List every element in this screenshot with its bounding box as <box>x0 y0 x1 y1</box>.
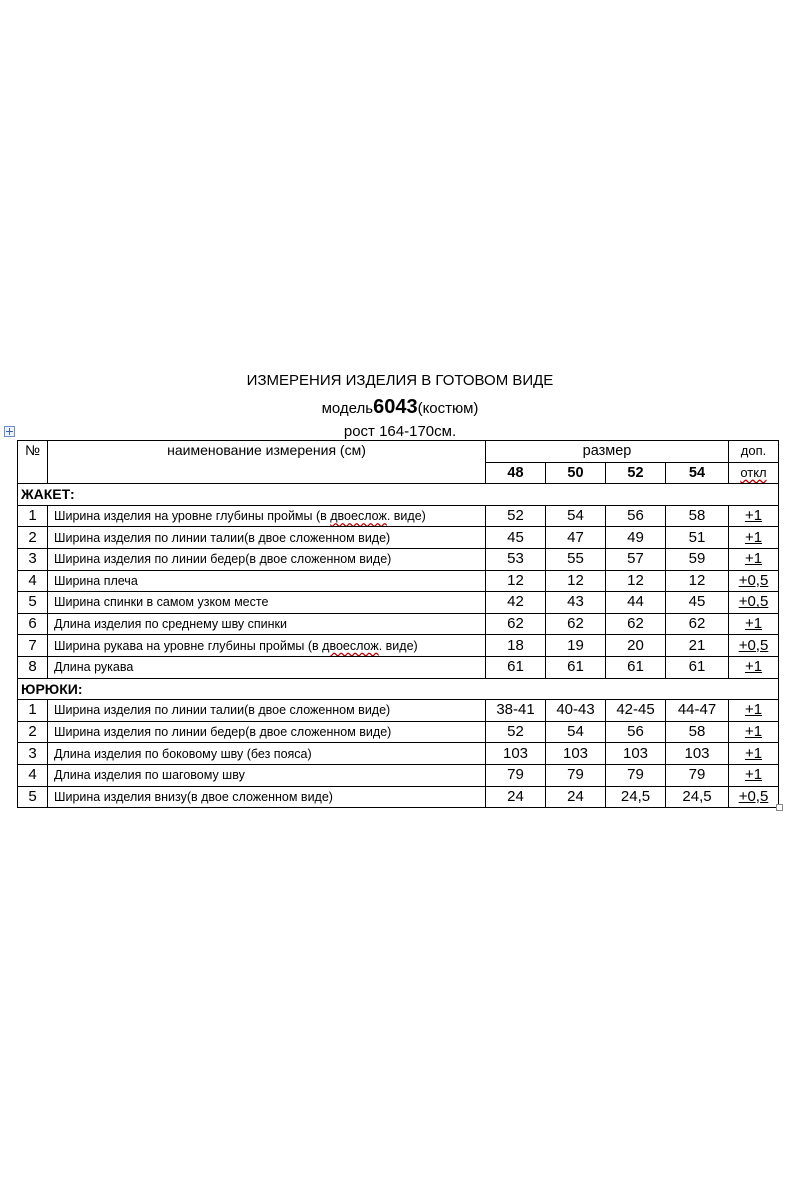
size-value: 103 <box>486 743 546 765</box>
header-measurement-name: наименование измерения (см) <box>48 441 486 484</box>
size-value: 21 <box>666 635 729 657</box>
table-row <box>18 505 779 527</box>
size-value: 12 <box>486 570 546 592</box>
measurement-name: Ширина плеча <box>48 570 486 592</box>
header-size: размер <box>486 441 729 463</box>
size-value: 58 <box>666 505 729 527</box>
header-extra-1: доп. <box>729 441 779 463</box>
size-value: 54 <box>546 505 606 527</box>
size-50: 50 <box>546 462 606 484</box>
size-value: 52 <box>486 721 546 743</box>
tolerance-value: +0,5 <box>729 592 779 614</box>
measurement-name: Длина изделия по среднему шву спинки <box>48 613 486 635</box>
size-value: 79 <box>666 764 729 786</box>
size-value: 24 <box>546 786 606 808</box>
tolerance-value: +1 <box>729 505 779 527</box>
row-number: 5 <box>18 786 48 808</box>
size-value: 24,5 <box>666 786 729 808</box>
row-number: 1 <box>18 505 48 527</box>
size-value: 55 <box>546 548 606 570</box>
row-number: 7 <box>18 635 48 657</box>
tolerance-value: +1 <box>729 527 779 549</box>
size-value: 79 <box>486 764 546 786</box>
size-value: 79 <box>606 764 666 786</box>
model-line <box>0 396 800 419</box>
table-row <box>18 764 779 786</box>
size-54: 54 <box>666 462 729 484</box>
section-title: ЮРЮКИ: <box>18 678 779 700</box>
row-number: 2 <box>18 527 48 549</box>
tolerance-value: +1 <box>729 656 779 678</box>
size-value: 62 <box>606 613 666 635</box>
size-value: 57 <box>606 548 666 570</box>
model-suffix: (костюм) <box>417 400 479 417</box>
model-prefix: модель <box>321 400 374 417</box>
size-value: 38-41 <box>486 700 546 722</box>
measurement-name: Ширина изделия внизу(в двое сложенном виде) <box>48 786 486 808</box>
measurement-name: Ширина изделия по линии бедер(в двое сложенном виде) <box>48 548 486 570</box>
size-value: 62 <box>486 613 546 635</box>
tolerance-value: +1 <box>729 700 779 722</box>
row-number: 5 <box>18 592 48 614</box>
size-value: 52 <box>486 505 546 527</box>
tolerance-value: +1 <box>729 548 779 570</box>
size-value: 51 <box>666 527 729 549</box>
size-value: 62 <box>546 613 606 635</box>
section-title: ЖАКЕТ: <box>18 484 779 506</box>
table-row <box>18 786 779 808</box>
size-value: 42-45 <box>606 700 666 722</box>
table-row <box>18 635 779 657</box>
table-row <box>18 527 779 549</box>
tolerance-value: +0,5 <box>729 786 779 808</box>
header-row-1 <box>18 441 779 463</box>
size-value: 54 <box>546 721 606 743</box>
table-resize-handle[interactable] <box>776 804 783 811</box>
size-value: 62 <box>666 613 729 635</box>
size-value: 103 <box>606 743 666 765</box>
table-row <box>18 700 779 722</box>
row-number: 3 <box>18 743 48 765</box>
table-row <box>18 721 779 743</box>
size-value: 24 <box>486 786 546 808</box>
table-row <box>18 592 779 614</box>
header-extra-2: откл <box>729 462 779 484</box>
tolerance-value: +1 <box>729 721 779 743</box>
measurement-name: Ширина спинки в самом узком месте <box>48 592 486 614</box>
size-value: 12 <box>666 570 729 592</box>
size-value: 44-47 <box>666 700 729 722</box>
measurement-name: Длина изделия по шаговому шву <box>48 764 486 786</box>
row-number: 4 <box>18 570 48 592</box>
size-value: 20 <box>606 635 666 657</box>
model-number: 6043 <box>373 396 418 418</box>
size-value: 53 <box>486 548 546 570</box>
size-value: 61 <box>546 656 606 678</box>
table-row <box>18 570 779 592</box>
size-value: 12 <box>606 570 666 592</box>
size-value: 79 <box>546 764 606 786</box>
size-48: 48 <box>486 462 546 484</box>
measurement-name: Длина рукава <box>48 656 486 678</box>
size-value: 103 <box>546 743 606 765</box>
height-line: рост 164-170см. <box>343 423 457 440</box>
size-value: 43 <box>546 592 606 614</box>
document-title: ИЗМЕРЕНИЯ ИЗДЕЛИЯ В ГОТОВОМ ВИДЕ <box>246 372 554 389</box>
table-row <box>18 743 779 765</box>
size-52: 52 <box>606 462 666 484</box>
skirt-section-header <box>18 678 779 700</box>
row-number: 8 <box>18 656 48 678</box>
tolerance-value: +1 <box>729 743 779 765</box>
size-value: 61 <box>666 656 729 678</box>
row-number: 2 <box>18 721 48 743</box>
size-value: 24,5 <box>606 786 666 808</box>
size-value: 18 <box>486 635 546 657</box>
measurements-table <box>17 440 779 808</box>
measurement-name: Ширина изделия по линии талии(в двое сложенном виде) <box>48 527 486 549</box>
measurement-name: Ширина изделия по линии бедер(в двое сложенном виде) <box>48 721 486 743</box>
table-row <box>18 548 779 570</box>
size-value: 44 <box>606 592 666 614</box>
size-value: 59 <box>666 548 729 570</box>
table-move-handle-icon[interactable] <box>4 426 15 437</box>
size-value: 49 <box>606 527 666 549</box>
row-number: 4 <box>18 764 48 786</box>
size-value: 45 <box>486 527 546 549</box>
size-value: 103 <box>666 743 729 765</box>
size-value: 61 <box>486 656 546 678</box>
size-value: 47 <box>546 527 606 549</box>
tolerance-value: +0,5 <box>729 570 779 592</box>
size-value: 45 <box>666 592 729 614</box>
size-value: 56 <box>606 721 666 743</box>
jacket-section-header <box>18 484 779 506</box>
size-value: 40-43 <box>546 700 606 722</box>
row-number: 6 <box>18 613 48 635</box>
row-number: 1 <box>18 700 48 722</box>
size-value: 42 <box>486 592 546 614</box>
measurement-name: Длина изделия по боковому шву (без пояса) <box>48 743 486 765</box>
header-no: № <box>18 441 48 484</box>
measurement-name: Ширина изделия по линии талии(в двое сложенном виде) <box>48 700 486 722</box>
measurement-name: Ширина изделия на уровне глубины проймы (в двоеслож. виде) <box>48 505 486 527</box>
table-row <box>18 613 779 635</box>
tolerance-value: +0,5 <box>729 635 779 657</box>
measurement-name: Ширина рукава на уровне глубины проймы (в двоеслож. виде) <box>48 635 486 657</box>
table-row <box>18 656 779 678</box>
tolerance-value: +1 <box>729 764 779 786</box>
size-value: 56 <box>606 505 666 527</box>
row-number: 3 <box>18 548 48 570</box>
size-value: 58 <box>666 721 729 743</box>
size-value: 12 <box>546 570 606 592</box>
size-value: 19 <box>546 635 606 657</box>
tolerance-value: +1 <box>729 613 779 635</box>
size-value: 61 <box>606 656 666 678</box>
